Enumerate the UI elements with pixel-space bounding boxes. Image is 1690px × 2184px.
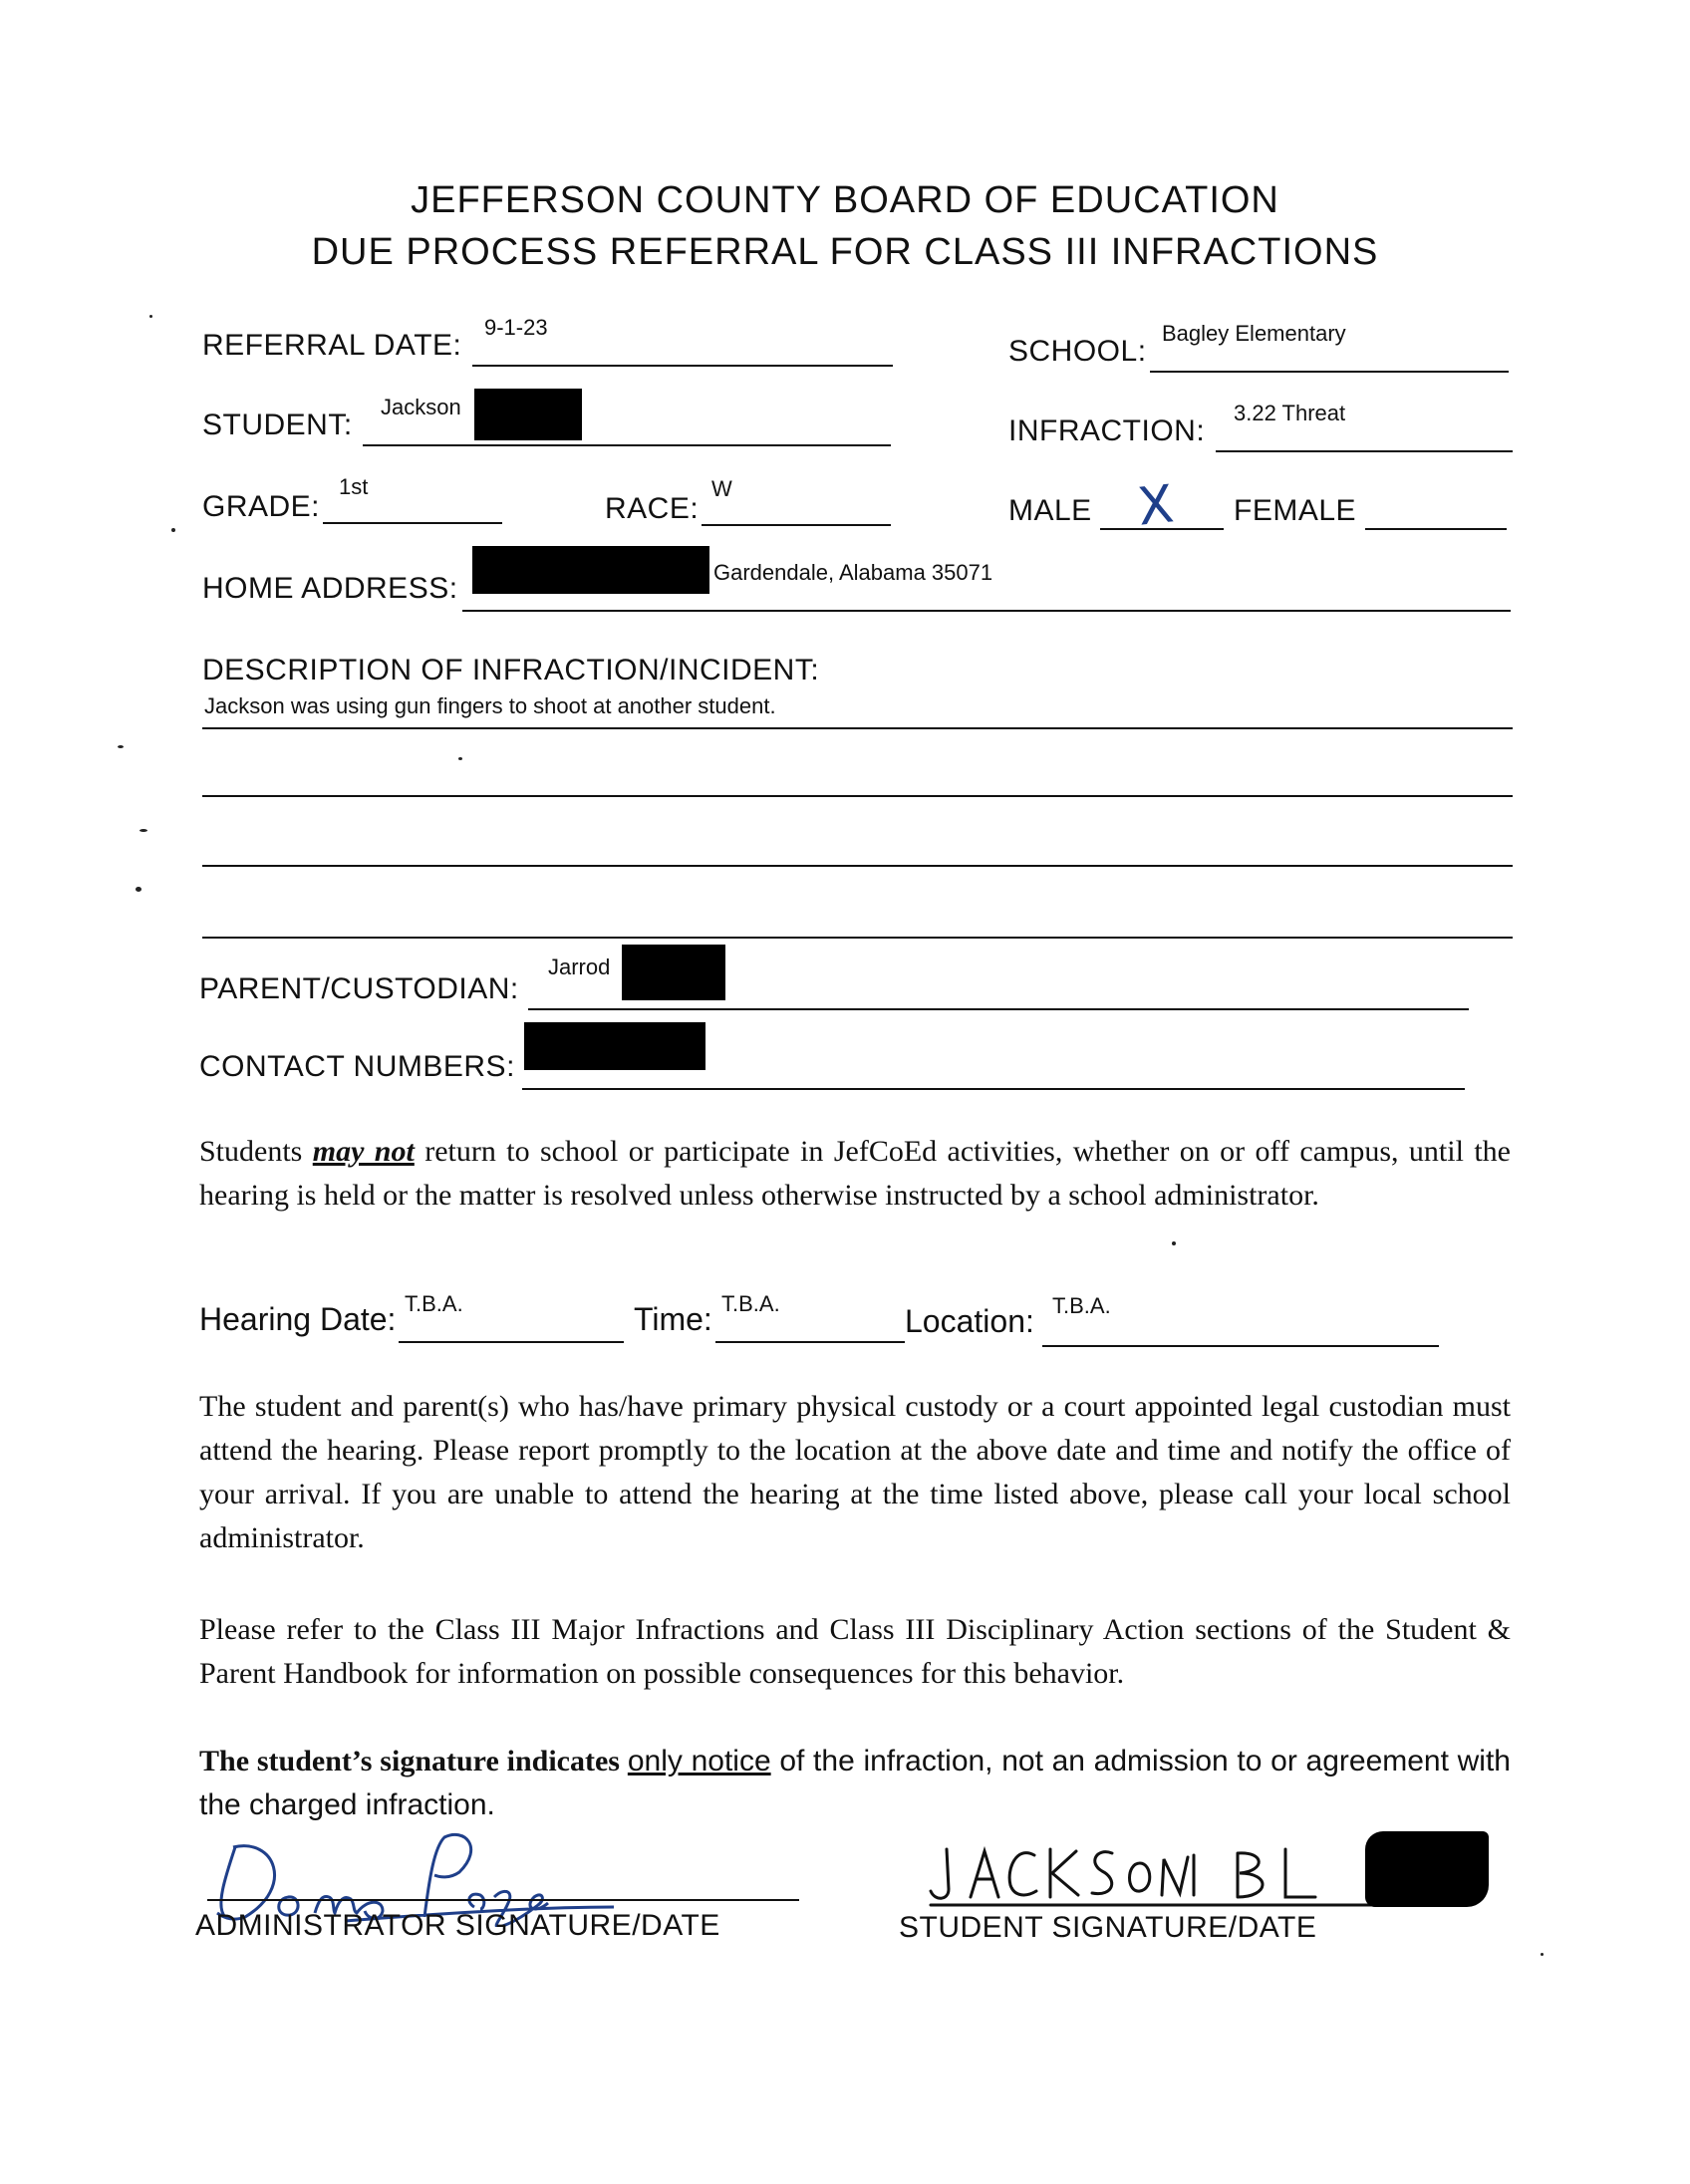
notice-emphasis: may not: [312, 1135, 415, 1168]
hearing-date-value: T.B.A.: [405, 1291, 463, 1316]
contact-numbers-label: CONTACT NUMBERS:: [199, 1050, 515, 1083]
home-address-value: Gardendale, Alabama 35071: [713, 560, 993, 585]
parent-line: [528, 1008, 1469, 1010]
hearing-time-label: Time:: [634, 1301, 712, 1337]
description-line-3: [202, 865, 1513, 867]
contact-numbers-redaction: [524, 1022, 705, 1070]
description-line-4: [202, 937, 1513, 939]
male-checkmark: X: [1134, 474, 1177, 538]
race-label: RACE:: [605, 492, 700, 525]
school-value: Bagley Elementary: [1162, 321, 1346, 346]
grade-label: GRADE:: [202, 490, 321, 523]
scan-speck: [136, 887, 141, 892]
description-label: DESCRIPTION OF INFRACTION/INCIDENT:: [202, 654, 820, 686]
description-line-2: [202, 795, 1513, 797]
hearing-time-line: [715, 1341, 905, 1343]
grade-line: [323, 522, 502, 524]
referral-date-line: [472, 365, 893, 367]
signature-notice: [199, 1740, 1511, 1827]
scan-speck: [140, 829, 147, 832]
scan-speck: [1541, 1953, 1544, 1956]
home-address-label: HOME ADDRESS:: [202, 572, 458, 605]
student-signature-label: STUDENT SIGNATURE/DATE: [899, 1911, 1317, 1944]
notice-text-start: Students: [199, 1135, 313, 1168]
referral-date-value: 9-1-23: [484, 315, 548, 340]
administrator-signature-line: [207, 1899, 799, 1901]
scan-speck: [171, 528, 175, 532]
infraction-value: 3.22 Threat: [1234, 401, 1346, 425]
notice-text-end: return to school or participate in JefCoEd activities, whether on or off campus, until the hearing is held or the matter is resolved unless otherwise instructed by a school administrator.: [199, 1135, 1511, 1212]
race-value: W: [711, 476, 732, 501]
signature-notice-bold: The student’s signature indicates: [199, 1745, 620, 1777]
parent-value: Jarrod: [548, 955, 611, 979]
female-line: [1365, 528, 1507, 530]
signature-notice-underline: only notice: [627, 1745, 771, 1777]
male-label: MALE: [1008, 494, 1092, 527]
race-line: [702, 524, 891, 526]
hearing-date-label: Hearing Date:: [199, 1301, 397, 1337]
hearing-date-line: [399, 1341, 624, 1343]
contact-numbers-line: [522, 1088, 1465, 1090]
parent-surname-redaction: [622, 945, 725, 1000]
female-label: FEMALE: [1234, 494, 1357, 527]
school-line: [1150, 371, 1509, 373]
notice-paragraph: [199, 1130, 1511, 1218]
description-line-1: [202, 727, 1513, 729]
handbook-paragraph: Please refer to the Class III Major Infractions and Class III Disciplinary Action sections of the Student & Parent Handbook for information on possible consequences for this behavior.: [199, 1613, 1511, 1690]
signature-notice-rest: of the infraction, not an admission to or agreement with the charged infraction.: [199, 1745, 1511, 1821]
administrator-signature-label: ADMINISTRATOR SIGNATURE/DATE: [195, 1909, 720, 1942]
home-address-line: [462, 610, 1511, 612]
form-title-line2: DUE PROCESS REFERRAL FOR CLASS III INFRACTIONS: [311, 231, 1379, 273]
description-value: Jackson was using gun fingers to shoot at another student.: [204, 693, 776, 718]
scan-speck: [118, 745, 124, 748]
scan-speck: [1172, 1241, 1176, 1245]
hearing-location-line: [1042, 1345, 1439, 1347]
student-surname-redaction: [474, 389, 582, 440]
scan-speck: [458, 757, 462, 760]
referral-date-label: REFERRAL DATE:: [202, 329, 462, 362]
hearing-time-value: T.B.A.: [721, 1291, 780, 1316]
student-signature-redaction: [1365, 1831, 1489, 1907]
hearing-location-label: Location:: [905, 1303, 1034, 1339]
grade-value: 1st: [339, 474, 369, 499]
student-value: Jackson: [381, 395, 461, 419]
student-line: [363, 444, 891, 446]
parent-label: PARENT/CUSTODIAN:: [199, 972, 519, 1005]
infraction-line: [1216, 450, 1513, 452]
hearing-location-value: T.B.A.: [1052, 1293, 1111, 1318]
form-title-line1: JEFFERSON COUNTY BOARD OF EDUCATION: [411, 179, 1279, 221]
student-label: STUDENT:: [202, 409, 353, 441]
infraction-label: INFRACTION:: [1008, 414, 1206, 447]
scan-speck: [149, 315, 152, 318]
attendance-paragraph: The student and parent(s) who has/have primary physical custody or a court appointed legal custodian must attend the hearing. Please report promptly to the location at the above date and time and notify the office of your arrival. If you are unable to attend the hearing at the time listed above, please call your local school administrator.: [199, 1390, 1511, 1554]
school-label: SCHOOL:: [1008, 335, 1147, 368]
street-address-redaction: [472, 546, 709, 594]
